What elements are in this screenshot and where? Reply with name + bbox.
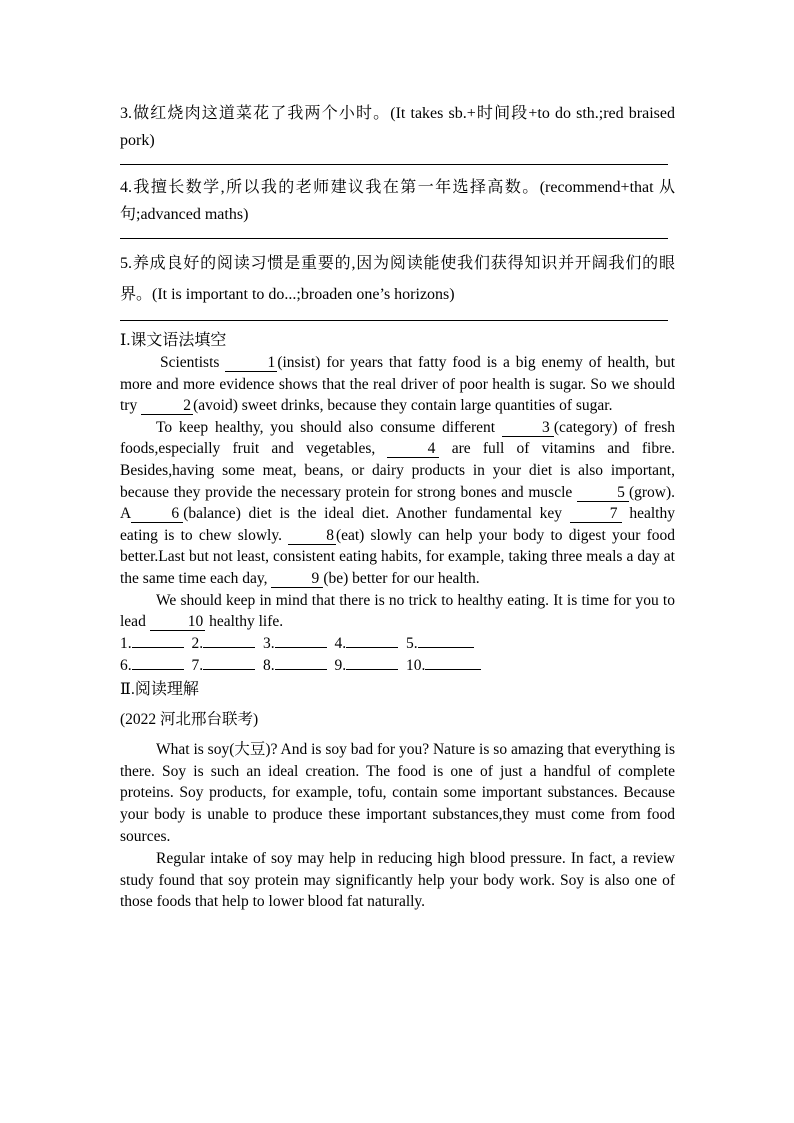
text-fragment: We should keep in mind that there is no trick to healthy eating. It is time for you to lead bbox=[120, 591, 675, 631]
answer-underline[interactable] bbox=[132, 655, 184, 670]
text-fragment: (eat) slowly can help your body to digest your food better.Last but not least, consistent eating habits, for example, taking three meals a day at the same time each day, bbox=[120, 526, 675, 587]
answer-label: 8. bbox=[263, 656, 275, 674]
grammar-paragraph-1 bbox=[120, 352, 675, 417]
worksheet-page bbox=[120, 100, 675, 913]
answer-line[interactable] bbox=[120, 238, 668, 239]
blank-7[interactable]: 7 bbox=[570, 505, 622, 523]
translation-q5 bbox=[120, 248, 675, 321]
answer-slot-7[interactable] bbox=[192, 655, 256, 677]
answer-row-2 bbox=[120, 655, 675, 677]
text-fragment: (avoid) sweet drinks, because they contain large quantities of sugar. bbox=[193, 397, 613, 415]
text-fragment: (be) better for our health. bbox=[323, 569, 480, 587]
answer-label: 9. bbox=[334, 656, 347, 674]
answer-label: 2. bbox=[191, 634, 204, 652]
answer-slot-3[interactable] bbox=[263, 633, 327, 655]
text-fragment: (balance) diet is the ideal diet. Another fundamental key bbox=[183, 505, 570, 523]
blank-5[interactable]: 5 bbox=[577, 484, 629, 502]
answer-slot-2[interactable] bbox=[192, 633, 256, 655]
reading-paragraph-2: Regular intake of soy may help in reducing high blood pressure. In fact, a review study found that soy protein may significantly help your body work. Soy is also one of those foods that help to lower blood fat naturally. bbox=[120, 849, 675, 911]
question-text: 3.做红烧肉这道菜花了我两个小时。(It takes sb.+时间段+to do sth.;red braised pork) bbox=[120, 105, 675, 149]
answer-slot-5[interactable] bbox=[406, 633, 474, 655]
text-fragment: healthy life. bbox=[205, 613, 284, 631]
question-text: 4.我擅长数学,所以我的老师建议我在第一年选择高数。(recommend+that 从句;advanced maths) bbox=[120, 179, 675, 223]
answer-label: 6. bbox=[120, 656, 132, 674]
question-text: 5.养成良好的阅读习惯是重要的,因为阅读能使我们获得知识并开阔我们的眼界。(It is important to do...;broaden one’s horizons) bbox=[120, 255, 675, 303]
text-fragment: are full of vitamins and fibre. Besides,having some meat, beans, or dairy products in your diet is also important, because they provide the necessary protein for strong bones and muscle bbox=[120, 440, 675, 501]
text-fragment: Scientists bbox=[160, 354, 226, 371]
answer-underline[interactable] bbox=[132, 633, 184, 648]
blank-1[interactable]: 1 bbox=[225, 354, 277, 372]
blank-8[interactable]: 8 bbox=[288, 527, 336, 545]
answer-line[interactable] bbox=[120, 164, 668, 165]
answer-label: 4. bbox=[334, 634, 347, 652]
answer-label: 10. bbox=[406, 656, 426, 674]
answer-underline[interactable] bbox=[346, 633, 398, 648]
grammar-paragraph-2 bbox=[120, 417, 675, 590]
answer-label: 3. bbox=[263, 634, 275, 652]
answer-slot-8[interactable] bbox=[263, 655, 327, 677]
reading-paragraph-1: What is soy(大豆)? And is soy bad for you? Nature is so amazing that everything is there. Soy is such an ideal creation. The food is one of just a handful of complete proteins. Soy products, for example, tofu, contain some important substances. Because your body is unable to produce these important substances,they must come from food sources. bbox=[120, 740, 675, 845]
text-fragment: (grow). A bbox=[120, 483, 675, 523]
answer-underline[interactable] bbox=[203, 655, 255, 670]
answer-slot-6[interactable] bbox=[120, 655, 184, 677]
blank-9[interactable]: 9 bbox=[271, 570, 323, 588]
grammar-paragraph-3 bbox=[120, 590, 675, 633]
answer-underline[interactable] bbox=[425, 655, 481, 670]
answer-slot-1[interactable] bbox=[120, 633, 184, 655]
blank-10[interactable]: 10 bbox=[150, 613, 206, 631]
blank-4[interactable]: 4 bbox=[387, 440, 439, 458]
answer-underline[interactable] bbox=[203, 633, 255, 648]
answer-label: 1. bbox=[120, 634, 132, 652]
answer-slot-9[interactable] bbox=[335, 655, 399, 677]
answer-underline[interactable] bbox=[418, 633, 474, 648]
answer-line[interactable] bbox=[120, 320, 668, 321]
text-fragment: (insist) for years that fatty food is a big enemy of health, but more and more evidence shows that the real driver of poor health is sugar. So we should try bbox=[120, 354, 676, 415]
section-title-grammar: Ⅰ.课文语法填空 bbox=[120, 332, 227, 349]
translation-q3 bbox=[120, 100, 675, 165]
source-note: (2022 河北邢台联考) bbox=[120, 710, 259, 728]
answer-slot-10[interactable] bbox=[406, 655, 481, 677]
text-fragment: To keep healthy, you should also consume different bbox=[156, 418, 502, 436]
answer-label: 5. bbox=[406, 634, 418, 652]
blank-3[interactable]: 3 bbox=[502, 419, 554, 437]
answer-underline[interactable] bbox=[275, 655, 327, 670]
answer-underline[interactable] bbox=[346, 655, 398, 670]
answer-row-1 bbox=[120, 633, 675, 655]
blank-2[interactable]: 2 bbox=[141, 397, 193, 415]
text-fragment: (category) of fresh foods,especially fruit and vegetables, bbox=[120, 418, 675, 458]
blank-6[interactable]: 6 bbox=[131, 505, 183, 523]
translation-q4 bbox=[120, 174, 675, 239]
answer-underline[interactable] bbox=[275, 633, 327, 648]
section-title-reading: Ⅱ.阅读理解 bbox=[120, 680, 199, 698]
answer-label: 7. bbox=[191, 656, 204, 674]
text-fragment: healthy eating is to chew slowly. bbox=[120, 505, 675, 544]
answer-slot-4[interactable] bbox=[335, 633, 399, 655]
reading-passage bbox=[120, 739, 675, 913]
